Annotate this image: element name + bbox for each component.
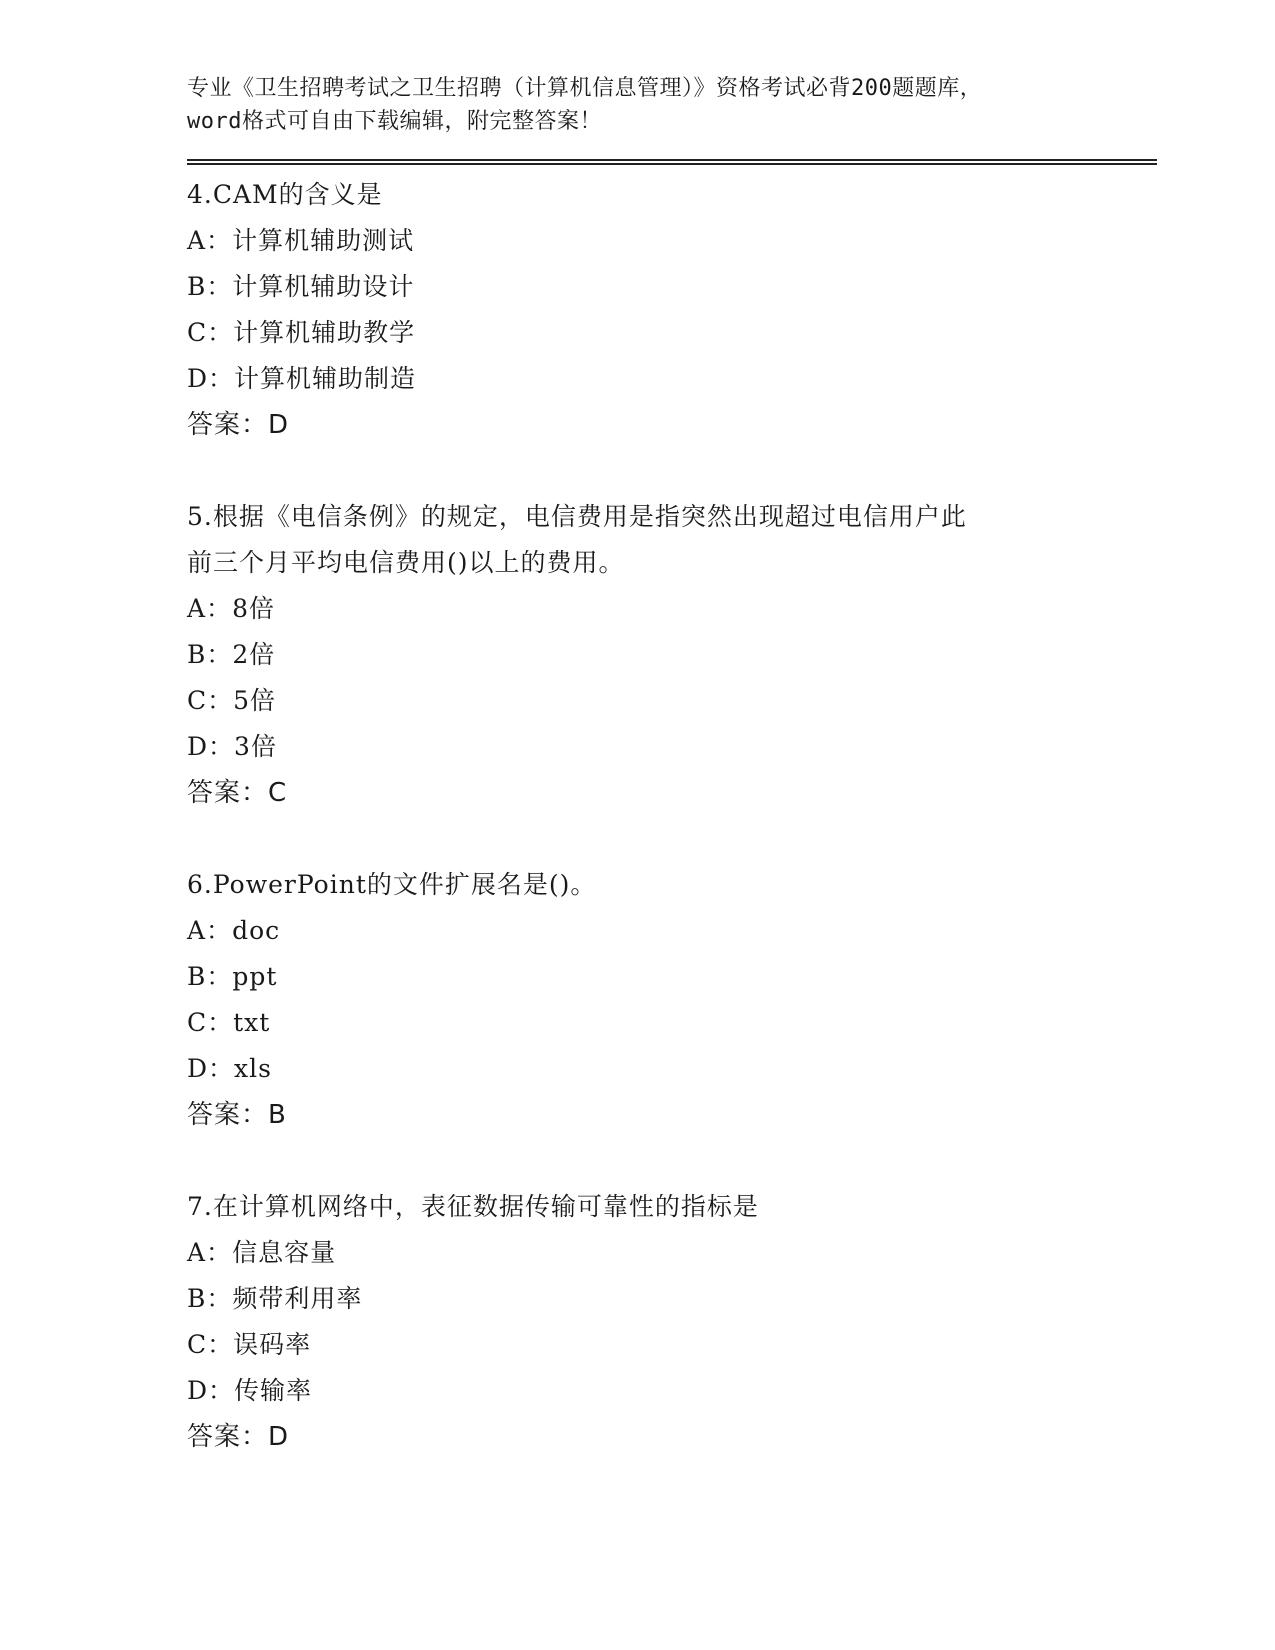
question-7 [187, 1184, 1157, 1460]
option-d [187, 1368, 1157, 1414]
option-text: ppt [232, 962, 278, 991]
option-key: C： [187, 318, 234, 347]
option-d [187, 724, 1157, 770]
option-text: 计算机辅助教学 [233, 318, 416, 347]
option-c [187, 678, 1157, 724]
option-b [187, 954, 1157, 1000]
option-d [187, 1046, 1157, 1092]
question-stem [187, 862, 1157, 908]
option-c [187, 310, 1157, 356]
option-a [187, 586, 1157, 632]
answer-line: 答案：D [187, 410, 290, 440]
option-text: 5倍 [233, 686, 277, 715]
answer-line: 答案：C [187, 778, 288, 808]
option-key: D： [187, 364, 235, 393]
option-key: B： [187, 962, 233, 991]
option-text: 计算机辅助设计 [232, 272, 415, 301]
header-line-2: word格式可自由下载编辑，附完整答案！ [187, 109, 602, 134]
option-key: A： [187, 1238, 233, 1267]
option-text: 传输率 [234, 1376, 313, 1405]
option-key: B： [187, 272, 233, 301]
option-b [187, 632, 1157, 678]
option-a [187, 1230, 1157, 1276]
question-stem [187, 494, 1157, 586]
option-key: C： [187, 1330, 234, 1359]
option-text: xls [234, 1054, 272, 1083]
option-key: A： [187, 594, 233, 623]
question-stem-line: 4.CAM的含义是 [187, 180, 383, 209]
option-key: A： [187, 226, 233, 255]
document-header [187, 72, 1157, 138]
question-stem [187, 172, 1157, 218]
option-key: C： [187, 1008, 234, 1037]
option-text: 计算机辅助制造 [234, 364, 417, 393]
option-text: 信息容量 [232, 1238, 337, 1267]
option-key: D： [187, 1376, 235, 1405]
option-key: B： [187, 1284, 233, 1313]
option-a [187, 908, 1157, 954]
option-b [187, 1276, 1157, 1322]
option-text: 3倍 [234, 732, 277, 761]
option-b [187, 264, 1157, 310]
question-stem [187, 1184, 1157, 1230]
option-d [187, 356, 1157, 402]
option-text: 频带利用率 [232, 1284, 363, 1313]
option-text: 误码率 [233, 1330, 312, 1359]
question-stem-line: 前三个月平均电信费用()以上的费用。 [187, 548, 625, 577]
option-c [187, 1000, 1157, 1046]
question-stem-line: 6.PowerPoint的文件扩展名是()。 [187, 870, 597, 899]
question-list [187, 172, 1157, 1460]
answer-line: 答案：D [187, 1422, 290, 1452]
answer-line: 答案：B [187, 1100, 287, 1130]
option-text: 2倍 [232, 640, 276, 669]
header-line-1: 专业《卫生招聘考试之卫生招聘（计算机信息管理）》资格考试必背200题题库， [187, 76, 983, 101]
question-5 [187, 494, 1157, 816]
document-page [187, 72, 1157, 1506]
option-key: C： [187, 686, 234, 715]
option-text: txt [233, 1008, 271, 1037]
question-6 [187, 862, 1157, 1138]
option-a [187, 218, 1157, 264]
question-stem-line: 7.在计算机网络中，表征数据传输可靠性的指标是 [187, 1192, 759, 1221]
option-c [187, 1322, 1157, 1368]
option-key: A： [187, 916, 233, 945]
option-key: D： [187, 732, 235, 761]
question-4 [187, 172, 1157, 448]
header-divider [187, 159, 1157, 165]
option-text: doc [232, 916, 281, 945]
option-key: D： [187, 1054, 235, 1083]
option-key: B： [187, 640, 233, 669]
option-text: 计算机辅助测试 [232, 226, 415, 255]
question-stem-line: 5.根据《电信条例》的规定，电信费用是指突然出现超过电信用户此 [187, 502, 967, 531]
option-text: 8倍 [232, 594, 275, 623]
